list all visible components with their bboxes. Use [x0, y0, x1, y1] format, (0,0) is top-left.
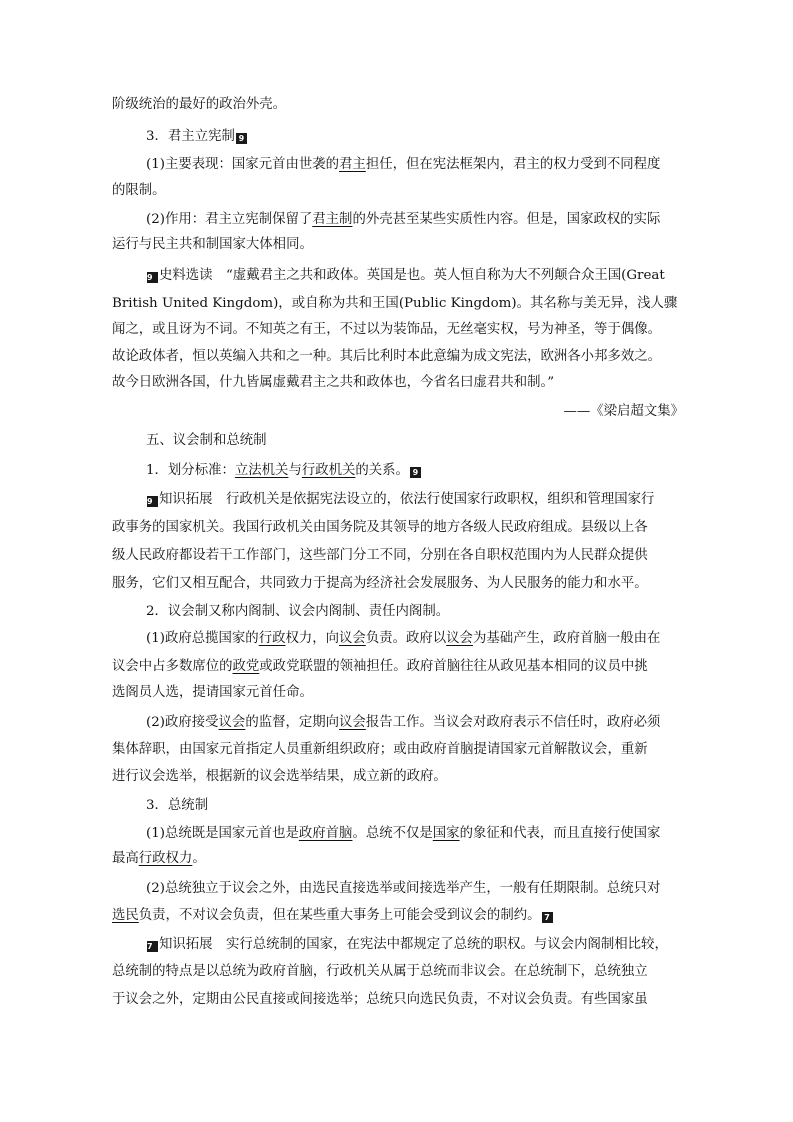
knowledge-extension-line: 7 知识拓展 实行总统制的国家，在宪法中都规定了总统的职权。与议会内阁制相比较，: [147, 937, 668, 952]
text-line: (1)政府总揽国家的行政权力，向议会负责。政府以议会为基础产生，政府首脑一般由在: [146, 631, 661, 646]
marker-9-icon: 9: [236, 133, 247, 144]
marker-9-icon: 9: [410, 467, 421, 478]
historical-reading-line: 故今日欧洲各国，什九皆属虚戴君主之共和政体也，今省名曰虚君共和制。”: [112, 375, 555, 390]
historical-reading-line: British United Kingdom)，或自称为共和王国(Public Kingdom)。其名称与美无异，浅人骤: [112, 296, 678, 311]
text-line: 集体辞职，由国家元首指定人员重新组织政府；或由政府首脑提请国家元首解散议会，重新: [112, 742, 648, 757]
text-line: 进行议会选举，根据新的议会选举结果，成立新的政府。: [112, 769, 447, 784]
historical-reading-line: 故论政体者，恒以英编入共和之一种。其后比利时本此意编为成文宪法，欧洲各小邦多效之。: [112, 349, 662, 364]
historical-reading-line: 闻之，或且讶为不词。不知英之有王，不过以为装饰品，无丝毫实权，号为神圣，等于偶像。: [112, 322, 662, 337]
marker-9-icon: 9: [147, 496, 158, 507]
marker-9-icon: 9: [147, 272, 158, 283]
text-line: (1)总统既是国家元首也是政府首脑。总统不仅是国家的象征和代表，而且直接行使国家: [146, 826, 661, 841]
text-line: 最高行政权力。: [112, 851, 206, 866]
text-line: 议会中占多数席位的政党或政党联盟的领袖担任。政府首脑往往从政见基本相同的议员中挑: [112, 659, 648, 674]
text-line: 选阁员人选，提请国家元首任命。: [112, 685, 313, 700]
text-line: (2)总统独立于议会之外，由选民直接选举或间接选举产生，一般有任期限制。总统只对: [146, 881, 661, 896]
knowledge-extension-line: 9 知识拓展 行政机关是依据宪法设立的，依法行使国家行政职权，组织和管理国家行: [147, 492, 655, 507]
text-line: 选民负责，不对议会负责，但在某些重大事务上可能会受到议会的制约。 7: [112, 906, 554, 926]
section-heading-presidential: 3．总统制: [146, 798, 209, 813]
text-line: 运行与民主共和制国家大体相同。: [112, 237, 313, 252]
knowledge-extension-line: 服务，它们又相互配合，共同致力于提高为经济社会发展服务、为人民服务的能力和水平。: [112, 576, 648, 591]
historical-reading-line: 9 史料选读 “虚戴君主之共和政体。英国是也。英人恒自称为大不列颠合众王国(Great: [147, 268, 665, 283]
text-line: (1)主要表现：国家元首由世袭的君主担任，但在宪法框架内，君主的权力受到不同程度: [146, 157, 661, 172]
text-line: (2)政府接受议会的监督，定期向议会报告工作。当议会对政府表示不信任时，政府必须: [146, 715, 661, 730]
section-heading-parliamentary-presidential: 五、议会制和总统制: [146, 433, 267, 448]
text-line: 2．议会制又称内阁制、议会内阁制、责任内阁制。: [146, 604, 450, 619]
section-heading-constitutional-monarchy: 3．君主立宪制 9: [146, 127, 248, 147]
marker-7-icon: 7: [147, 941, 158, 952]
text-line: 阶级统治的最好的政治外壳。: [112, 97, 287, 112]
marker-7-icon: 7: [542, 912, 553, 923]
knowledge-extension-line: 级人民政府都设若干工作部门，这些部门分工不同，分别在各自职权范围内为人民群众提供: [112, 548, 648, 563]
knowledge-extension-line: 政事务的国家机关。我国行政机关由国务院及其领导的地方各级人民政府组成。县级以上各: [112, 520, 648, 535]
citation-source: ——《梁启超文集》: [563, 404, 684, 419]
knowledge-extension-line: 于议会之外，定期由公民直接或间接选举；总统只向选民负责，不对议会负责。有些国家虽: [112, 992, 648, 1007]
text-line: 1．划分标准：立法机关与行政机关的关系。 9: [146, 461, 422, 481]
knowledge-extension-line: 总统制的特点是以总统为政府首脑，行政机关从属于总统而非议会。在总统制下，总统独立: [112, 964, 648, 979]
text-line: (2)作用：君主立宪制保留了君主制的外壳甚至某些实质性内容。但是，国家政权的实际: [146, 212, 661, 227]
text-line: 的限制。: [112, 183, 166, 198]
